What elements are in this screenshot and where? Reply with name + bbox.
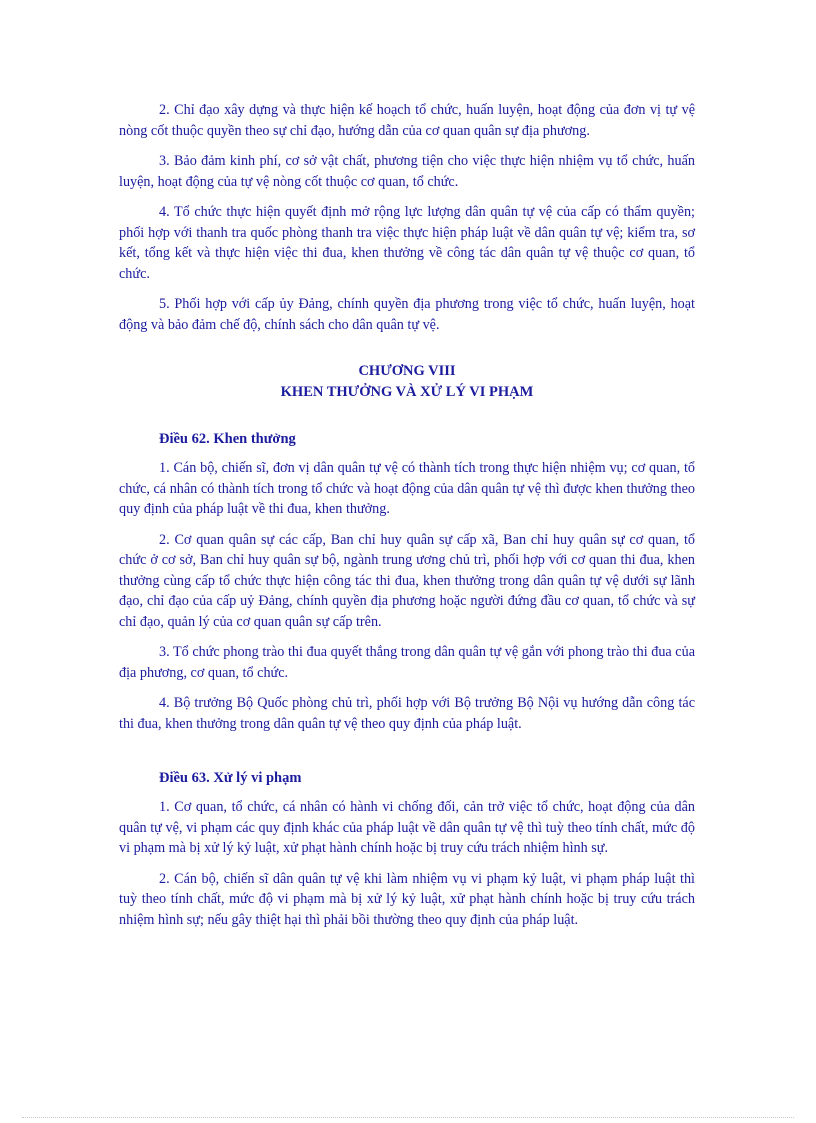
article-62-paragraph-1: 1. Cán bộ, chiến sĩ, đơn vị dân quân tự vệ có thành tích trong thực hiện nhiệm vụ; cơ quan, tổ chức, cá nhân có thành tích trong tổ chức và hoạt động của dân quân tự vệ thì được khen thưởng theo quy định của pháp luật về thi đua, khen thưởng. <box>119 460 695 517</box>
paragraph-top-3: 3. Bảo đảm kinh phí, cơ sở vật chất, phương tiện cho việc thực hiện nhiệm vụ tổ chức, huấn luyện, hoạt động của tự vệ nòng cốt thuộc cơ quan, tổ chức. <box>119 153 695 190</box>
article-62-paragraph-4: 4. Bộ trưởng Bộ Quốc phòng chủ trì, phối hợp với Bộ trưởng Bộ Nội vụ hướng dẫn công tác thi đua, khen thưởng trong dân quân tự vệ theo quy định của pháp luật. <box>119 695 695 732</box>
paragraph-top-4: 4. Tổ chức thực hiện quyết định mở rộng lực lượng dân quân tự vệ của cấp có thẩm quyền; phối hợp với thanh tra quốc phòng thanh tra việc thực hiện pháp luật về dân quân tự vệ; kiểm tra, sơ kết, tổng kết và thực hiện việc thi đua, khen thưởng về công tác dân quân tự vệ thuộc cơ quan, tổ chức. <box>119 204 695 282</box>
article-62-paragraph-2: 2. Cơ quan quân sự các cấp, Ban chỉ huy quân sự cấp xã, Ban chỉ huy quân sự cơ quan, tổ chức ở cơ sở, Ban chỉ huy quân sự bộ, ngành trung ương chủ trì, phối hợp với cơ quan thi đua, khen thưởng cùng cấp tổ chức thực hiện công tác thi đua, khen thưởng trong dân quân tự vệ dưới sự lãnh đạo, chỉ đạo của cấp uỷ Đảng, chính quyền địa phương hoặc người đứng đầu cơ quan, tổ chức và sự chỉ đạo, quản lý của cơ quan quân sự cấp trên. <box>119 531 695 630</box>
article-63-title: Điều 63. Xử lý vi phạm <box>159 770 302 786</box>
chapter-heading <box>119 361 695 403</box>
article-63-paragraph-2: 2. Cán bộ, chiến sĩ dân quân tự vệ khi làm nhiệm vụ vi phạm kỷ luật, vi phạm pháp luật thì tuỳ theo tính chất, mức độ vi phạm mà bị xử lý kỷ luật, xử phạt hành chính hoặc bị truy cứu trách nhiệm hình sự; nếu gây thiệt hại thì phải bồi thường theo quy định của pháp luật. <box>119 870 695 928</box>
chapter-number: CHƯƠNG VIII <box>358 363 456 379</box>
paragraph-top-5: 5. Phối hợp với cấp ủy Đảng, chính quyền địa phương trong việc tổ chức, huấn luyện, hoạt động và bảo đảm chế độ, chính sách cho dân quân tự vệ. <box>119 296 695 333</box>
article-62-paragraph-3: 3. Tổ chức phong trào thi đua quyết thắng trong dân quân tự vệ gắn với phong trào thi đua của địa phương, cơ quan, tổ chức. <box>119 644 695 681</box>
article-62-title: Điều 62. Khen thưởng <box>159 431 296 447</box>
paragraph-top-2: 2. Chỉ đạo xây dựng và thực hiện kế hoạch tổ chức, huấn luyện, hoạt động của đơn vị tự vệ nòng cốt thuộc quyền theo sự chỉ đạo, hướng dẫn của cơ quan quân sự địa phương. <box>119 102 695 139</box>
article-63-paragraph-1: 1. Cơ quan, tổ chức, cá nhân có hành vi chống đối, cản trở việc tổ chức, hoạt động của dân quân tự vệ, vi phạm các quy định khác của pháp luật về dân quân tự vệ thì tuỳ theo tính chất, mức độ vi phạm mà bị xử lý kỷ luật, xử phạt hành chính hoặc bị truy cứu trách nhiệm hình sự. <box>119 799 695 856</box>
page-bottom-divider <box>22 1117 794 1118</box>
chapter-title: KHEN THƯỞNG VÀ XỬ LÝ VI PHẠM <box>280 384 534 400</box>
document-page <box>119 100 695 940</box>
